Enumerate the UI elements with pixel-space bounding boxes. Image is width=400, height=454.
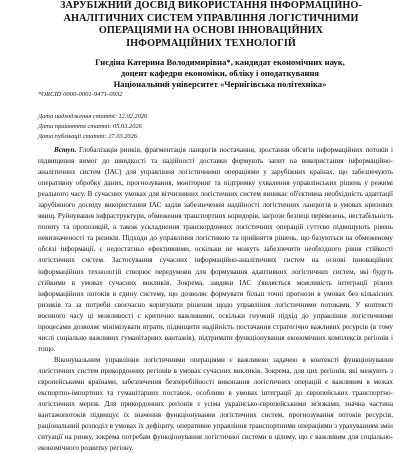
date-accepted-label: Дата прийняття статті:: [38, 123, 112, 130]
article-dates: [38, 112, 147, 142]
date-accepted: [38, 122, 147, 132]
title-line: ОПЕРАЦІЯМИ НА ОСНОВІ ІННОВАЦІЙНИХ: [98, 25, 324, 37]
author-name-degree: Гнєдіна Катерина Володимирівна*, кандидат економічних наук,: [95, 57, 345, 67]
abstract-body: [38, 145, 393, 454]
author-position: доцент кафедри економіки, обліку і оподаткування: [120, 68, 320, 78]
author-block: [60, 57, 380, 90]
date-published: [38, 132, 147, 142]
date-accepted-value: 05.03.2026: [113, 123, 142, 130]
date-received: [38, 112, 147, 122]
title-line: АНАЛІТИЧНИХ СИСТЕМ УПРАВЛІННЯ ЛОГІСТИЧНИМИ: [63, 12, 359, 24]
section-label-intro: Вступ.: [54, 146, 77, 154]
abstract-paragraph-text: Глобалізація ринків, фрагментація ланцюгів постачання, зростання обсягів інформаційних потоків і підвищення вимог до швидкості та надійності доставки формують запит на використання інформаційно-аналітичних систем (ІАС) для управління логістичними операціями у зарубіжних країнах, що забезпечують оперативну обробку даних, прогнозування, моніторинг та підтримку ухвалення управлінських рішень у режимі реального часу. В сучасних умовах для вітчизняних логістичних систем виникає об'єктивна необхідність адаптації зарубіжного досвіду використання ІАС задля забезпечення надійності логістичних ланцюгів в умовах кризових явищ. Руйнування інфраструктури, обмеження транспортних коридорів, загрози безпеці перевезень, нестабільність попиту та пропозицій, а також ускладнення транскордонних логістичних операцій суттєво підвищують рівень невизначеності та ризиків. Підходи до управління логістикою та прийняття рішень, що базуються на обмеженому обсязі інформації, є недостатньо ефективними, оскільки не можуть забезпечити необхідного рівня стійкості логістичних систем. Застосування сучасних інформаційно-аналітичних систем на основі інноваційних інформаційних технологій створює передумови для формування адаптивних логістичних систем, які будуть стійкими в умовах сучасних викликів. Зокрема, завдяки ІАС з'являється можливість інтеграції різних інформаційних потоків в єдину систему, що дозволяє формувати більш точні прогнози в умовах без кількісних ризиків та за потреби своєчасно коригувати рішення щодо управління логістичними потоками. У контексті воєнного часу ці можливості є критично важливими, оскільки гнучкий підхід до управління логістичними процесами дозволяє мінімізувати втрати, підвищити надійність постачання стратегічно важливих ресурсів (в тому числі соціально важливих гуманітарних вантажів), підтримати функціонування економічних комплексів регіонів і тощо.: [38, 146, 393, 353]
title-line: ЗАРУБІЖНИЙ ДОСВІД ВИКОРИСТАННЯ ІНФОРМАЦІЙНО-: [60, 0, 362, 11]
title-line: ІНФОРМАЦІЙНИХ ТЕХНОЛОГІЙ: [126, 37, 296, 49]
date-received-label: Дата надходження статті:: [38, 113, 117, 120]
date-published-label: Дата публікації статті:: [38, 133, 107, 140]
paper-title: [36, 0, 386, 50]
date-received-value: 12.02.2026: [118, 113, 148, 120]
date-published-value: 27.03.2026: [108, 133, 137, 140]
body-paragraph: Віконувальним управління логістичними операціями є важливою задачею в контексті функціонування логістичних систем прикордонних регіонів в умовах сучасних викликів. Зокрема, для цих регіонів, які межують з європейськими країнами, забезпечення безперебійності виконання логістичних операцій є важливим в межах експортно-імпортних та гуманітарних поставок, особливо в умовах інтеграції до європейських транспортно-логістичних мереж. Для прикордонних регіонів з усіма українсько-європейськими зв'язками, значна частина вантажопотоків підвищує їх значення функціонування логістичних систем, прогнозування потоків ресурсів, раціональний розподіл в умовах їх дефіциту, оперативне управління транспортними операціями з урахуванням змін ситуації на ринку, зокрема потребам функціонування логістичної системи в цілому, що є важливим для соціально-економічного розвитку регіону.: [38, 355, 393, 453]
abstract-paragraph: [38, 145, 393, 355]
author-orcid: *ORCID 0000-0001-9471-0932: [38, 91, 123, 98]
author-affiliation: Національний університет «Чернігівська політехніка»: [113, 79, 327, 89]
